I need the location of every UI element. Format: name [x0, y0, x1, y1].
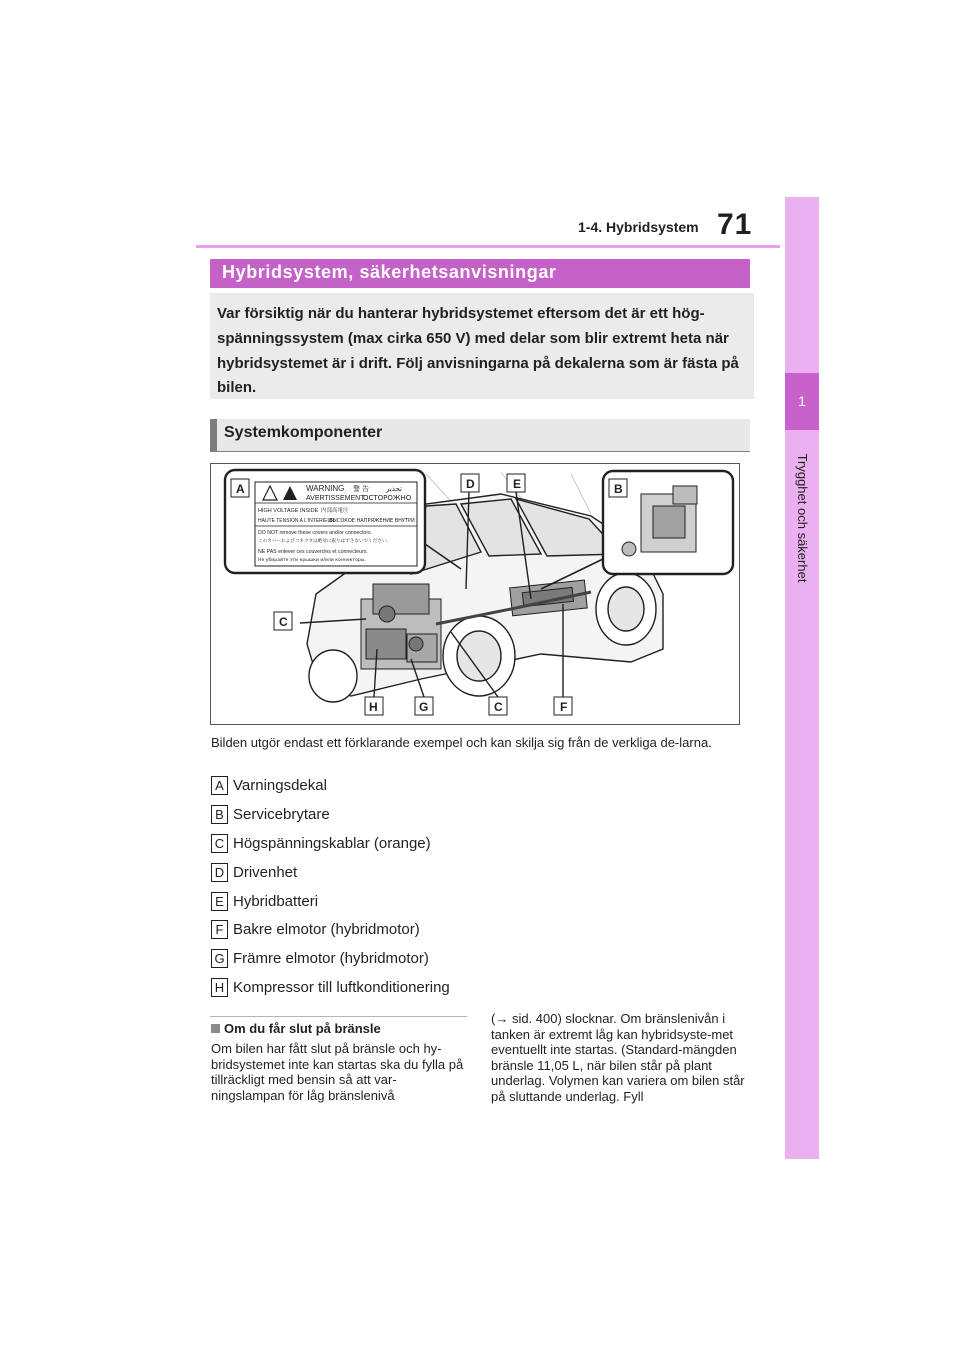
decal-line4: このカバーおよびコネクタは絶対に取りはずさないでください。	[258, 539, 392, 544]
decal-line2b: ВЫСОКОЕ НАПРЯЖЕНИЕ ВНУТРИ	[329, 518, 415, 524]
callout-a: A	[236, 482, 245, 496]
intro-text: Var försiktig när du hanterar hybridsystemet eftersom det är ett hög-spänningssystem (max cirka 650 V) med delar som blir extremt heta när hybridsystemet är i drift. Följ anvisningarna på dekalerna som är fästa på bilen.	[217, 305, 739, 397]
component-label: Bakre elmotor (hybridmotor)	[233, 921, 420, 938]
callout-h: H	[369, 700, 378, 714]
component-label: Drivenhet	[233, 864, 298, 881]
decal-avert: AVERTISSEMENT	[306, 495, 365, 502]
subsection-accent	[210, 419, 217, 451]
component-label: Främre elmotor (hybridmotor)	[233, 950, 429, 967]
chapter-number: 1	[798, 393, 806, 409]
bullet-square-icon	[211, 1024, 220, 1033]
component-label: Servicebrytare	[233, 806, 330, 823]
decal-line5: NE PAS enlever ces couvercles et connecteurs.	[258, 549, 368, 555]
decal-line6: Не убирайте эти крышки и/или коннекторы.	[258, 558, 366, 563]
callout-f: F	[560, 700, 568, 714]
callout-g: G	[419, 700, 429, 714]
note-rule	[210, 1016, 467, 1017]
decal-line2: HAUTE TENSION A L'INTERIEUR	[258, 518, 335, 524]
decal-ar: تحذير	[386, 485, 402, 493]
note-heading-text: Om du får slut på bränsle	[224, 1021, 381, 1036]
callout-c-left: C	[279, 615, 288, 629]
component-label: Hybridbatteri	[233, 893, 319, 910]
engine-compartment	[361, 584, 441, 669]
subsection-rule	[210, 451, 750, 452]
component-letter: F	[211, 920, 228, 939]
component-label: Kompressor till luftkonditionering	[233, 979, 450, 996]
decal-jp: 警 告	[353, 486, 369, 493]
note-body-right: (→ sid. 400) slocknar. Om bränslenivån i tanken är extremt låg kan hybridsyste-met eventuellt inte startas. (Standard-mängden bränsle 11,05 L, när bilen står på plant underlag. Volymen kan variera om bilen står på sluttande underlag. Fyll	[491, 1011, 745, 1104]
component-letter: E	[211, 892, 228, 911]
note-heading	[211, 1021, 381, 1036]
decal-ru: ОСТОРОЖНО	[363, 494, 412, 502]
page-number: 71	[717, 208, 753, 241]
decal-line1b: 内部高電圧	[321, 508, 349, 514]
callout-b: B	[614, 482, 623, 496]
decal-warning: WARNING	[306, 484, 345, 493]
hybrid-system-illustration	[211, 464, 739, 724]
component-letter: C	[211, 834, 228, 853]
chapter-side-tab	[785, 197, 819, 1159]
warning-decal-callout	[225, 470, 461, 573]
chapter-title: Trygghet och säkerhet	[795, 453, 810, 583]
callout-d: D	[466, 477, 475, 491]
decal-line1: HIGH VOLTAGE INSIDE	[258, 508, 319, 514]
subsection-title: Systemkomponenter	[224, 424, 383, 441]
figure-caption: Bilden utgör endast ett förklarande exempel och kan skilja sig från de verkliga de-larna.	[211, 735, 712, 750]
callout-c-bottom: C	[494, 700, 503, 714]
running-header: 1-4. Hybridsystem	[578, 219, 699, 235]
section-title: Hybridsystem, säkerhetsanvisningar	[222, 262, 557, 282]
component-label: Högspänningskablar (orange)	[233, 835, 431, 852]
component-letter: B	[211, 805, 228, 824]
header-rule	[196, 245, 780, 248]
component-letter: D	[211, 863, 228, 882]
component-label: Varningsdekal	[233, 777, 327, 794]
note-body-left: Om bilen har fått slut på bränsle och hy-bridsystemet inte kan startas ska du fylla på tillräckligt med bensin så att var-ningslampan för låg bränslenivå	[211, 1041, 464, 1103]
component-letter: A	[211, 776, 228, 795]
component-letter: H	[211, 978, 228, 997]
callout-e: E	[513, 477, 522, 491]
decal-line3: DO NOT remove these covers and/or connectors.	[258, 530, 373, 536]
component-letter: G	[211, 949, 228, 968]
